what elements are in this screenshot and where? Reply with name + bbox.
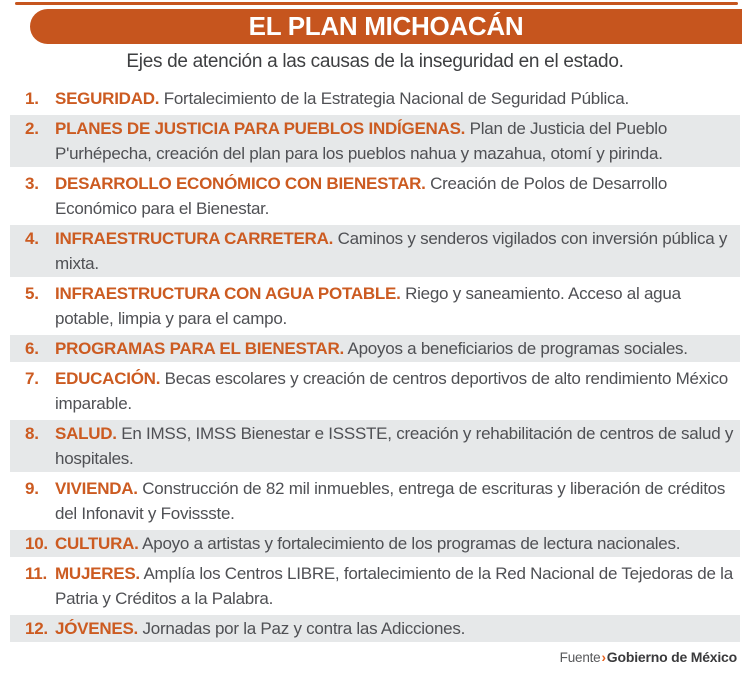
list-item <box>10 420 740 472</box>
item-heading: EDUCACIÓN. <box>55 369 161 388</box>
list-item <box>10 85 740 112</box>
item-heading: PROGRAMAS PARA EL BIENESTAR. <box>55 339 344 358</box>
list-item <box>10 280 740 332</box>
item-number: 4. <box>25 229 39 248</box>
source-name: Gobierno de México <box>606 649 737 665</box>
list-item <box>10 225 740 277</box>
item-number: 11. <box>25 564 47 583</box>
source-label: Fuente <box>559 650 601 665</box>
item-description: Creación de Polos de Desarrollo Económico para el Bienestar. <box>55 174 668 218</box>
item-heading: JÓVENES. <box>55 619 139 638</box>
list-item <box>10 115 740 167</box>
item-heading: CULTURA. <box>55 534 139 553</box>
source-attribution <box>560 648 737 667</box>
item-text <box>55 616 736 641</box>
item-text <box>55 226 736 276</box>
item-description: Caminos y senderos vigilados con inversión pública y mixta. <box>55 229 728 273</box>
header-banner <box>30 9 742 44</box>
item-number: 10. <box>25 534 48 553</box>
item-number: 12. <box>25 619 48 638</box>
item-heading: SALUD. <box>55 424 117 443</box>
item-description: Plan de Justicia del Pueblo P'urhépecha, creación del plan para los pueblos nahua y mazahua, otomí y pirinda. <box>55 119 668 163</box>
item-description: Becas escolares y creación de centros deportivos de alto rendimiento México imparable. <box>55 369 728 413</box>
item-number: 8. <box>25 424 39 443</box>
item-text <box>55 421 736 471</box>
item-text <box>55 281 736 331</box>
list-item <box>10 335 740 362</box>
item-description: Apoyos a beneficiarios de programas sociales. <box>347 339 688 358</box>
item-text <box>55 171 736 221</box>
item-heading: PLANES DE JUSTICIA PARA PUEBLOS INDÍGENAS. <box>55 119 466 138</box>
item-description: Jornadas por la Paz y contra las Adicciones. <box>142 619 466 638</box>
list-item <box>10 560 740 612</box>
item-text <box>55 561 736 611</box>
item-text <box>55 116 736 166</box>
list-item <box>10 475 740 527</box>
item-text <box>55 366 736 416</box>
item-text <box>55 336 736 361</box>
item-description: Apoyo a artistas y fortalecimiento de los programas de lectura nacionales. <box>142 534 681 553</box>
item-description: Fortalecimiento de la Estrategia Nacional de Seguridad Pública. <box>163 89 629 108</box>
page-title: EL PLAN MICHOACÁN <box>248 11 524 41</box>
item-number: 2. <box>25 119 39 138</box>
item-description: En IMSS, IMSS Bienestar e ISSSTE, creación y rehabilitación de centros de salud y hospitales. <box>55 424 734 468</box>
item-description: Construcción de 82 mil inmuebles, entrega de escrituras y liberación de créditos del Infonavit y Fovissste. <box>55 479 726 523</box>
item-heading: SEGURIDAD. <box>55 89 160 108</box>
item-text <box>55 476 736 526</box>
item-number: 7. <box>25 369 39 388</box>
list-item <box>10 365 740 417</box>
top-divider <box>15 2 738 5</box>
list-item <box>10 170 740 222</box>
item-heading: DESARROLLO ECONÓMICO CON BIENESTAR. <box>55 174 426 193</box>
item-number: 9. <box>25 479 39 498</box>
item-heading: MUJERES. <box>55 564 140 583</box>
item-heading: VIVIENDA. <box>55 479 138 498</box>
item-number: 6. <box>25 339 39 358</box>
item-text <box>55 86 736 111</box>
chevron-right-icon: › <box>601 650 606 665</box>
list-item <box>10 615 740 642</box>
page-subtitle: Ejes de atención a las causas de la inseguridad en el estado. <box>126 51 624 72</box>
plan-items-list <box>10 85 740 645</box>
item-heading: INFRAESTRUCTURA CARRETERA. <box>55 229 334 248</box>
item-description: Amplía los Centros LIBRE, fortalecimiento de la Red Nacional de Tejedoras de la Patria y Créditos a la Palabra. <box>55 564 733 608</box>
item-text <box>55 531 736 556</box>
item-number: 3. <box>25 174 39 193</box>
item-description: Riego y saneamiento. Acceso al agua potable, limpia y para el campo. <box>55 284 681 328</box>
item-number: 1. <box>25 89 39 108</box>
list-item <box>10 530 740 557</box>
item-heading: INFRAESTRUCTURA CON AGUA POTABLE. <box>55 284 401 303</box>
item-number: 5. <box>25 284 39 303</box>
